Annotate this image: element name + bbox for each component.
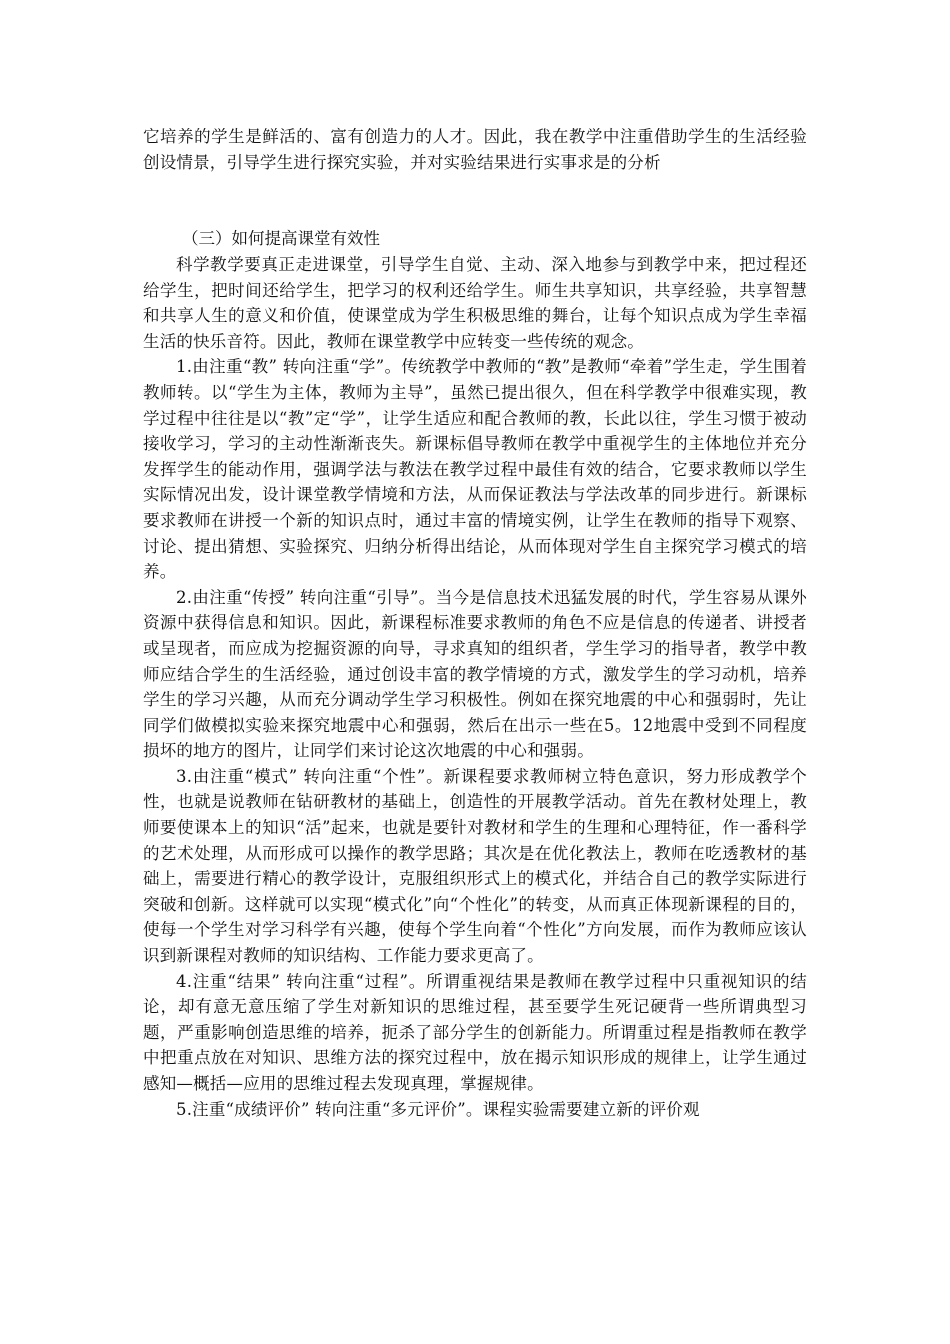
paragraph-point-4: 4.注重“结果” 转向注重“过程”。所谓重视结果是教师在教学过程中只重视知识的结论，却有意无意压缩了学生对新知识的思维过程，甚至要学生死记硬背一些所谓典型习题，严重影响创造思维的培养，扼杀了部分学生的创新能力。所谓重过程是指教师在教学中把重点放在对知识、思维方法的探究过程中，放在揭示知识形成的规律上，让学生通过感知—概括—应用的思维过程去发现真理，掌握规律。	[143, 971, 807, 1093]
body-text	[143, 252, 807, 1122]
paragraph-point-2: 2.由注重“传授” 转向注重“引导”。当今是信息技术迅猛发展的时代，学生容易从课外资源中获得信息和知识。因此，新课程标准要求教师的角色不应是信息的传递者、讲授者或呈现者，而应成为挖掘资源的向导，寻求真知的组织者，学生学习的指导者，教学中教师应结合学生的生活经验，通过创设丰富的教学情境的方式，激发学生的学习动机，培养学生的学习兴趣，从而充分调动学生学习积极性。例如在探究地震的中心和强弱时，先让同学们做模拟实验来探究地震中心和强弱，然后在出示一些在5。12地震中受到不同程度损坏的地方的图片，让同学们来讨论这次地震的中心和强弱。	[143, 587, 807, 761]
paragraph-intro: 科学教学要真正走进课堂，引导学生自觉、主动、深入地参与到教学中来，把过程还给学生，把时间还给学生，把学习的权利还给学生。师生共享知识，共享经验，共享智慧和共享人生的意义和价值，使课堂成为学生积极思维的舞台，让每个知识点成为学生幸福生活的快乐音符。因此，教师在课堂教学中应转变一些传统的观念。	[143, 255, 807, 351]
paragraph-point-1: 1.由注重“教” 转向注重“学”。传统教学中教师的“教”是教师“牵着”学生走，学生围着教师转。以“学生为主体，教师为主导”，虽然已提出很久，但在科学教学中很难实现，教学过程中往往是以“教”定“学”，让学生适应和配合教师的教，长此以往，学生习惯于被动接收学习，学习的主动性渐渐丧失。新课标倡导教师在教学中重视学生的主体地位并充分发挥学生的能动作用，强调学法与教法在教学过程中最佳有效的结合，它要求教师以学生实际情况出发，设计课堂教学情境和方法，从而保证教法与学法改革的同步进行。新课标要求教师在讲授一个新的知识点时，通过丰富的情境实例，让学生在教师的指导下观察、讨论、提出猜想、实验探究、归纳分析得出结论，从而体现对学生自主探究学习模式的培养。	[143, 357, 807, 582]
section-heading: （三）如何提高课堂有效性	[182, 229, 380, 248]
paragraph-point-3: 3.由注重“模式” 转向注重“个性”。新课程要求教师树立特色意识，努力形成教学个性，也就是说教师在钻研教材的基础上，创造性的开展教学活动。首先在教材处理上，教师要使课本上的知识“活”起来，也就是要针对教材和学生的生理和心理特征，作一番科学的艺术处理，从而形成可以操作的教学思路；其次是在优化教法上，教师在吃透教材的基础上，需要进行精心的教学设计，克服组织形式上的模式化，并结合自己的教学实际进行突破和创新。这样就可以实现“模式化”向“个性化”的转变，从而真正体现新课程的目的，使每一个学生对学习科学有兴趣，使每个学生向着“个性化”方向发展，而作为教师应该认识到新课程对教师的知识结构、工作能力要求更高了。	[143, 766, 807, 966]
intro-paragraph-block	[143, 124, 807, 175]
intro-paragraph: 它培养的学生是鲜活的、富有创造力的人才。因此，我在教学中注重借助学生的生活经验创设情景，引导学生进行探究实验，并对实验结果进行实事求是的分析	[143, 127, 807, 172]
paragraph-point-5: 5.注重“成绩评价” 转向注重“多元评价”。课程实验需要建立新的评价观	[176, 1099, 700, 1119]
